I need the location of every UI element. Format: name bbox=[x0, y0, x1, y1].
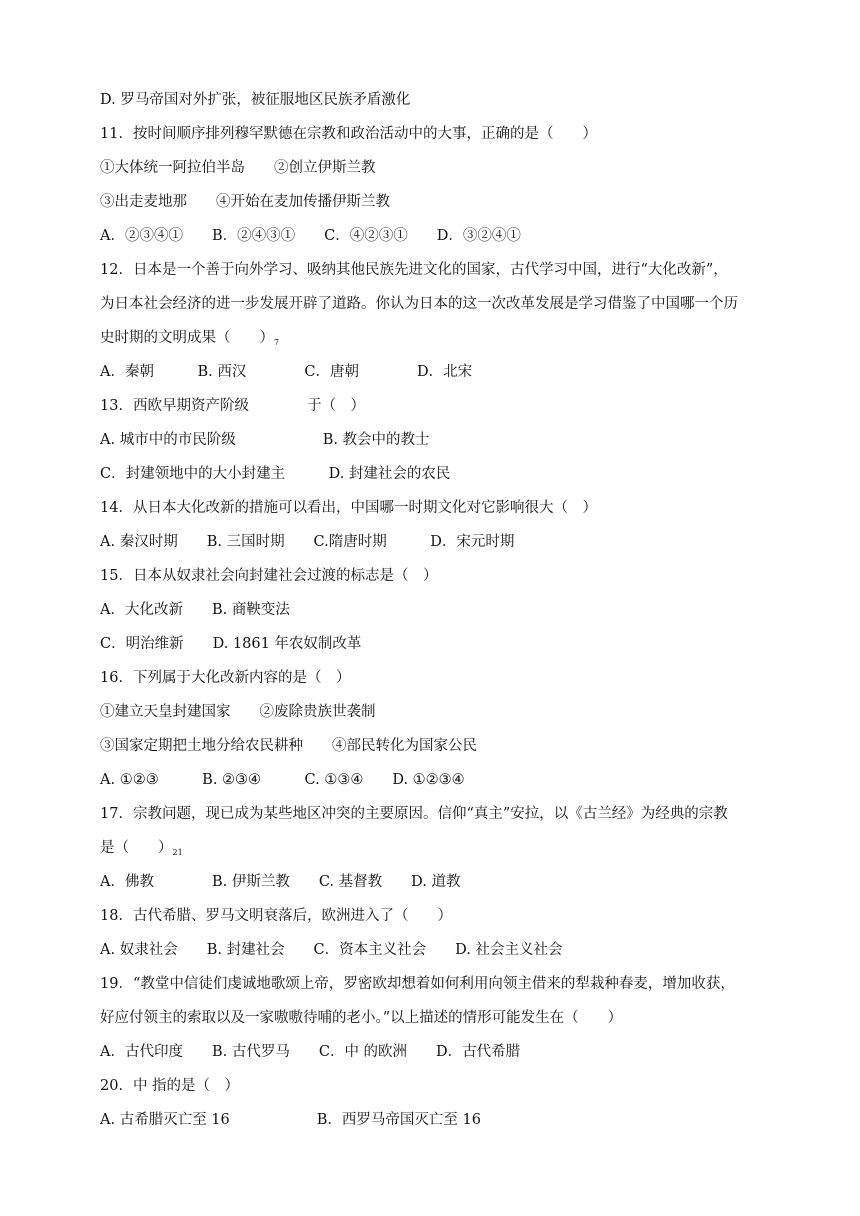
line-text: 20．中 指的是（ ） bbox=[100, 1078, 240, 1094]
text-line bbox=[100, 430, 430, 450]
line-text: A. 秦汉时期 B. 三国时期 C.隋唐时期 D．宋元时期 bbox=[100, 534, 515, 550]
text-line bbox=[100, 974, 735, 994]
text-line bbox=[100, 940, 562, 960]
text-line bbox=[100, 702, 376, 722]
text-line bbox=[100, 396, 365, 416]
text-line bbox=[100, 1076, 239, 1096]
line-text: A．古代印度 B. 古代罗马 C．中 的欧洲 D．古代希腊 bbox=[100, 1044, 521, 1060]
line-text: 为日本社会经济的进一步发展开辟了道路。你认为日本的这一次改革发展是学习借鉴了中国哪一个历 bbox=[100, 296, 738, 312]
line-text: 13．西欧早期资产阶级 于（ ） bbox=[100, 398, 365, 414]
text-line bbox=[100, 1110, 481, 1130]
line-text: ③出走麦地那 ④开始在麦加传播伊斯兰教 bbox=[100, 194, 390, 210]
line-text: C．明治维新 D. 1861 年农奴制改革 bbox=[100, 636, 362, 652]
line-text: 16．下列属于大化改新内容的是（ ） bbox=[100, 670, 351, 686]
text-line bbox=[100, 736, 477, 756]
line-text: A．②③④① B．②④③① C．④②③① D．③②④① bbox=[100, 228, 521, 244]
line-text: 17．宗教问题，现已成为某些地区冲突的主要原因。信仰“真主”安拉，以《古兰经》为经典的宗教 bbox=[100, 806, 728, 822]
text-line bbox=[100, 294, 738, 314]
line-text: 15．日本从奴隶社会向封建社会过渡的标志是（ ） bbox=[100, 568, 438, 584]
line-text: 18．古代希腊、罗马文明衰落后，欧洲进入了（ ） bbox=[100, 908, 452, 924]
line-text: 19．“教堂中信徒们虔诚地歌颂上帝，罗密欧却想着如何利用向领主借来的犁栽种春麦，增加收获， bbox=[100, 976, 735, 992]
line-text: A．大化改新 B. 商鞅变法 bbox=[100, 602, 290, 618]
text-line bbox=[100, 498, 597, 518]
line-text: A. 奴隶社会 B. 封建社会 C．资本主义社会 D. 社会主义社会 bbox=[100, 942, 563, 958]
line-suffix-mark: 7 bbox=[274, 338, 280, 347]
text-line bbox=[100, 634, 361, 654]
line-text: A. 城市中的市民阶级 B. 教会中的教士 bbox=[100, 432, 430, 448]
line-text: A．佛教 B. 伊斯兰教 C. 基督教 D. 道教 bbox=[100, 874, 461, 890]
line-text: 11．按时间顺序排列穆罕默德在宗教和政治活动中的大事，正确的是（ ） bbox=[100, 126, 597, 142]
text-line bbox=[100, 668, 350, 688]
text-line bbox=[100, 600, 290, 620]
text-line bbox=[100, 362, 472, 382]
text-line bbox=[100, 804, 728, 824]
text-line bbox=[100, 124, 597, 144]
text-line bbox=[100, 90, 410, 110]
text-line bbox=[100, 872, 460, 892]
line-text: A．秦朝 B. 西汉 C．唐朝 D．北宋 bbox=[100, 364, 473, 380]
line-text: 史时期的文明成果（ ） bbox=[100, 330, 274, 346]
text-line bbox=[100, 158, 376, 178]
line-text: 14．从日本大化改新的措施可以看出，中国哪一时期文化对它影响很大（ ） bbox=[100, 500, 597, 516]
text-line bbox=[100, 1008, 622, 1028]
text-line bbox=[100, 906, 452, 926]
line-text: ③国家定期把土地分给农民耕种 ④部民转化为国家公民 bbox=[100, 738, 477, 754]
text-line bbox=[100, 192, 390, 212]
line-text: ①建立天皇封建国家 ②废除贵族世袭制 bbox=[100, 704, 376, 720]
line-text: D. 罗马帝国对外扩张，被征服地区民族矛盾激化 bbox=[100, 92, 411, 108]
line-text: 是（ ） bbox=[100, 840, 173, 856]
text-line bbox=[100, 532, 514, 552]
text-line bbox=[100, 226, 521, 246]
text-line bbox=[100, 1042, 520, 1062]
line-text: A. ①②③ B. ②③④ C. ①③④ D. ①②③④ bbox=[100, 772, 465, 788]
line-text: 好应付领主的索取以及一家嗷嗷待哺的老小。”以上描述的情形可能发生在（ ） bbox=[100, 1010, 623, 1026]
text-line bbox=[100, 260, 728, 280]
line-text: A. 古希腊灭亡至 16 B．西罗马帝国灭亡至 16 bbox=[100, 1112, 481, 1128]
text-line bbox=[100, 464, 450, 484]
line-text: ①大体统一阿拉伯半岛 ②创立伊斯兰教 bbox=[100, 160, 376, 176]
text-line bbox=[100, 838, 183, 863]
line-text: C．封建领地中的大小封建主 D. 封建社会的农民 bbox=[100, 466, 451, 482]
line-text: 12．日本是一个善于向外学习、吸纳其他民族先进文化的国家，古代学习中国，进行“大化改新”， bbox=[100, 262, 728, 278]
text-line bbox=[100, 328, 279, 353]
line-suffix-mark: 21 bbox=[172, 848, 183, 857]
text-line bbox=[100, 566, 437, 586]
text-line bbox=[100, 770, 465, 790]
